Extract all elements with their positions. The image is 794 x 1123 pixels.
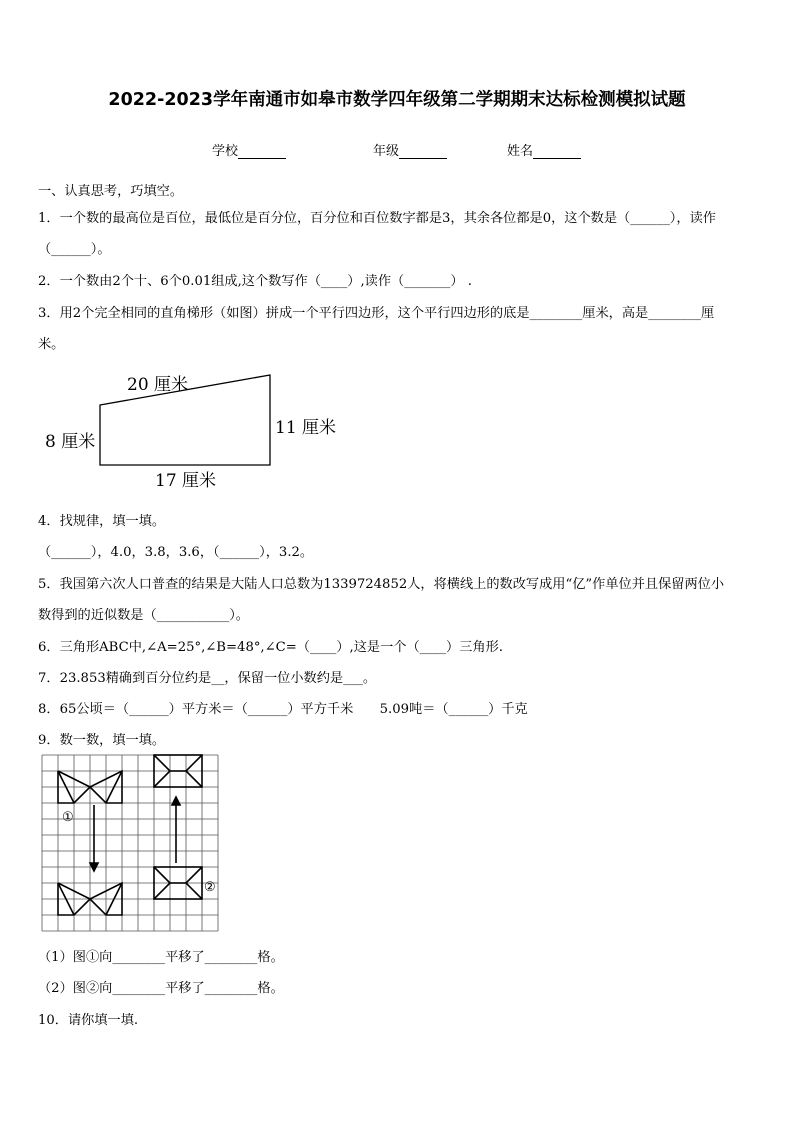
question-1-line-1: 1．一个数的最高位是百位，最低位是百分位，百分位和百位数字都是3，其余各位都是0，这个数是（______），读作: [38, 211, 716, 226]
grade-field: [373, 140, 447, 159]
trapezoid-left-label: 8 厘米: [45, 432, 96, 452]
school-label: 学校: [212, 144, 239, 159]
question-4-sequence: （______），4.0，3.8，3.6，（______），3.2。: [38, 545, 314, 560]
question-5-line-2: 数得到的近似数是（___________）。: [38, 608, 249, 623]
arrow-down-icon: [90, 805, 98, 871]
question-10: 10．请你填一填.: [38, 1013, 139, 1028]
school-field: [212, 140, 286, 159]
page-title: 2022-2023学年南通市如皋市数学四年级第二学期期末达标检测模拟试题: [108, 90, 686, 110]
question-7: 7．23.853精确到百分位约是__，保留一位小数约是___。: [38, 671, 377, 686]
trapezoid-top-label: 20 厘米: [127, 375, 189, 395]
question-1-line-2: （______）。: [38, 242, 111, 257]
figure-2-label: ②: [204, 880, 216, 895]
section-heading: 一、认真思考，巧填空。: [38, 184, 184, 199]
grade-blank: [399, 145, 447, 159]
school-blank: [238, 145, 286, 159]
question-3-line-1: 3．用2个完全相同的直角梯形（如图）拼成一个平行四边形，这个平行四边形的底是________厘米，高是________厘: [38, 306, 715, 321]
name-blank: [533, 145, 581, 159]
question-9-sub-2: （2）图②向________平移了________格。: [38, 981, 284, 996]
name-field: [507, 140, 581, 159]
name-label: 姓名: [507, 144, 534, 159]
question-9-sub-1: （1）图①向________平移了________格。: [38, 950, 284, 965]
arrow-up-icon: [172, 797, 180, 863]
trapezoid-right-label: 11 厘米: [275, 418, 337, 438]
figure-1-label: ①: [62, 810, 74, 825]
question-5-line-1: 5．我国第六次人口普查的结果是大陆人口总数为1339724852人，将横线上的数改写成用“亿”作单位并且保留两位小: [38, 577, 725, 592]
translation-grid-figure: [40, 753, 222, 933]
trapezoid-figure: [35, 365, 355, 495]
question-2: 2．一个数由2个十、6个0.01组成,这个数写作（____）,读作（_______） .: [38, 274, 472, 289]
question-6: 6．三角形ABC中,∠A=25°,∠B=48°,∠C=（____）,这是一个（____）三角形.: [38, 640, 503, 655]
question-3-line-2: 米。: [38, 337, 65, 352]
trapezoid-bottom-label: 17 厘米: [155, 471, 217, 491]
question-9: 9．数一数，填一填。: [38, 733, 166, 748]
question-4: 4．找规律，填一填。: [38, 514, 166, 529]
grade-label: 年级: [373, 144, 400, 159]
question-8: 8．65公顷＝（______）平方米＝（______）平方千米 5.09吨＝（______）千克: [38, 702, 528, 717]
